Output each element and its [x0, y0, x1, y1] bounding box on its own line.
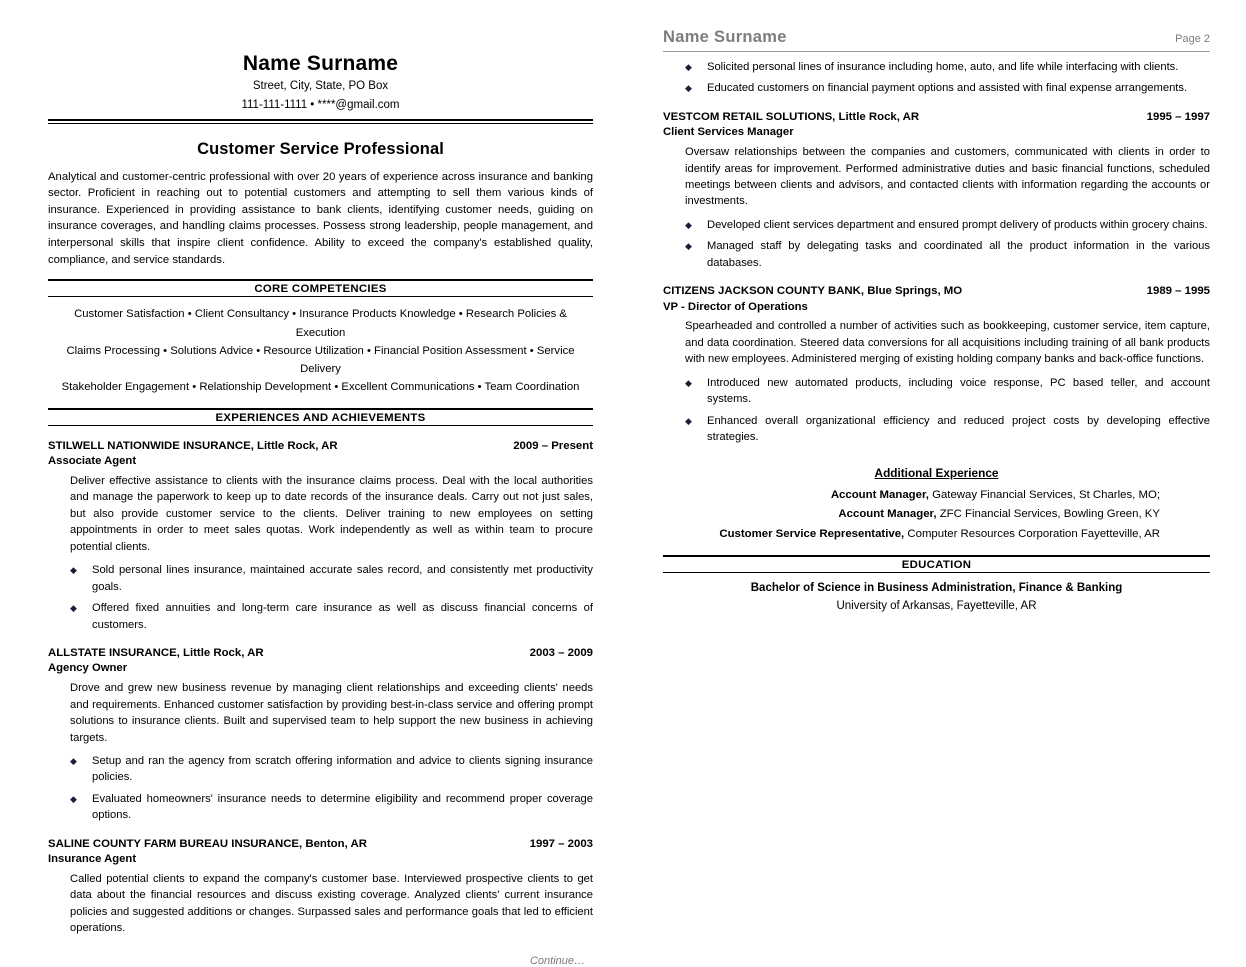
job-description: Drove and grew new business revenue by managing client relationships and exceeding clients' needs and requirements. Enhanced customer satisfaction by providing best-in-class service and offering prompt solutions to insurance clients. Built and supervised team to help support the new business in achieving targets.	[70, 682, 593, 744]
section-rule-bottom	[663, 572, 1210, 573]
job-bullet-list	[48, 753, 593, 824]
page2-header	[663, 28, 1210, 47]
job-role: Client Services Manager	[663, 126, 794, 139]
additional-role: Account Manager,	[830, 488, 929, 501]
job-entry	[663, 284, 1210, 445]
competency-line: Stakeholder Engagement • Relationship Development • Excellent Communications • Team Coordination	[61, 381, 580, 394]
additional-experience-item	[663, 505, 1210, 525]
section-education	[663, 555, 1210, 573]
job-bullet-list	[663, 217, 1210, 271]
bullet-text: Evaluated homeowners' insurance needs to determine eligibility and recommend proper coverage options.	[92, 792, 593, 822]
list-item	[663, 413, 1210, 446]
contact-phone-email: 111-111-1111 • ****@gmail.com	[241, 98, 400, 111]
competency-line: Customer Satisfaction • Client Consultancy • Insurance Products Knowledge • Research Policies & Execution	[74, 308, 567, 339]
additional-experience-item	[663, 525, 1210, 545]
diamond-bullet-icon: ◆	[685, 83, 692, 94]
bullet-text: Solicited personal lines of insurance including home, auto, and life while interfacing with clients.	[707, 61, 1179, 73]
job-company: STILWELL NATIONWIDE INSURANCE, Little Rock, AR	[48, 439, 338, 452]
job-description: Oversaw relationships between the companies and customers, communicated with clients in order to identify areas for improvement. Performed administrative duties and basic financial functions, scheduled meetings between clients and advisors, and contacted clients with information regarding the accounts or investments.	[685, 146, 1210, 208]
bullet-text: Enhanced overall organizational efficiency and reduced project costs by developing effective strategies.	[707, 414, 1210, 444]
resume-page-2	[663, 0, 1210, 616]
professional-headline: Customer Service Professional	[197, 139, 444, 158]
list-item	[663, 375, 1210, 408]
section-rule-bottom	[48, 425, 593, 426]
bullet-text: Offered fixed annuities and long-term care insurance as well as discuss financial concerns of customers.	[92, 602, 593, 631]
additional-role: Account Manager,	[838, 508, 937, 521]
list-item	[663, 59, 1210, 75]
job-dates: 2009 – Present	[513, 439, 593, 452]
header-divider-thin	[48, 123, 593, 124]
continue-label: Continue…	[529, 954, 585, 967]
job-bullet-list	[663, 375, 1210, 446]
page-title: Name Surname	[242, 52, 399, 75]
section-rule-bottom	[48, 296, 593, 297]
job-bullet-list	[48, 562, 593, 633]
job-entry	[48, 837, 593, 937]
education-school: University of Arkansas, Fayetteville, AR	[836, 600, 1037, 613]
additional-role: Customer Service Representative,	[719, 527, 905, 540]
list-item	[48, 791, 593, 824]
additional-experience-section	[663, 466, 1210, 545]
job-dates: 2003 – 2009	[529, 647, 593, 659]
diamond-bullet-icon: ◆	[685, 241, 692, 252]
professional-summary: Analytical and customer-centric professional with over 20 years of experience across insurance and banking sector. Proficient in reaching out to potential customers and attempting to sell them various kinds of insurance. Experienced in providing assistance to bank clients, identifying customer needs, guiding on insurance coverages, and handling claims processes. Possess strong leadership, people management, and interpersonal skills that inspire client confidence. Ability to exceed the company's established quality, compliance, and service standards.	[48, 170, 593, 266]
diamond-bullet-icon: ◆	[685, 219, 692, 230]
contact-address: Street, City, State, PO Box	[252, 80, 389, 93]
job-role: Insurance Agent	[48, 853, 137, 866]
job-header	[48, 439, 593, 454]
diamond-bullet-icon: ◆	[685, 377, 692, 388]
job-description: Called potential clients to expand the company's customer base. Interviewed prospective clients to get data about the financial resources and discuss existing coverage. Analyzed clients' current insurance policies and suggested additions or changes. Surpassed sales and performance goals that led to efficient operations.	[70, 873, 593, 935]
job-role: Associate Agent	[48, 455, 137, 468]
section-heading-core-competencies: CORE COMPETENCIES	[254, 283, 387, 296]
education-degree: Bachelor of Science in Business Administration, Finance & Banking	[750, 582, 1123, 595]
job-company: CITIZENS JACKSON COUNTY BANK, Blue Springs, MO	[663, 285, 963, 298]
additional-experience-item	[663, 486, 1210, 506]
bullet-text: Educated customers on financial payment options and assisted with final expense arrangements.	[707, 82, 1188, 95]
page2-name: Name Surname	[663, 28, 787, 46]
list-item	[663, 80, 1210, 96]
additional-detail: Gateway Financial Services, St Charles, MO;	[928, 488, 1160, 501]
additional-detail: ZFC Financial Services, Bowling Green, KY	[936, 508, 1160, 521]
list-item	[663, 217, 1210, 233]
section-heading-education: EDUCATION	[901, 559, 972, 572]
diamond-bullet-icon: ◆	[685, 415, 692, 426]
job-header	[48, 646, 593, 661]
additional-experience-heading: Additional Experience	[874, 465, 999, 480]
job-header	[663, 284, 1210, 299]
job-company: ALLSTATE INSURANCE, Little Rock, AR	[48, 647, 264, 659]
page-number-label: Page 2	[1175, 33, 1210, 45]
continued-bullet-list	[663, 59, 1210, 97]
diamond-bullet-icon: ◆	[70, 756, 77, 767]
bullet-text: Setup and ran the agency from scratch offering information and advice to clients signing insurance policies.	[92, 755, 593, 784]
core-competencies-list	[48, 305, 593, 396]
list-item	[663, 238, 1210, 271]
job-entry	[48, 439, 593, 633]
list-item	[48, 600, 593, 633]
diamond-bullet-icon: ◆	[70, 603, 77, 614]
section-heading-experiences: EXPERIENCES AND ACHIEVEMENTS	[215, 411, 426, 424]
bullet-text: Managed staff by delegating tasks and coordinated all the product information in the various databases.	[707, 240, 1210, 269]
bullet-text: Introduced new automated products, including voice response, PC based teller, and account systems.	[707, 376, 1210, 406]
job-company: SALINE COUNTY FARM BUREAU INSURANCE, Benton, AR	[48, 837, 367, 850]
bullet-text: Sold personal lines insurance, maintained accurate sales record, and consistently met productivity goals.	[92, 564, 593, 593]
diamond-bullet-icon: ◆	[70, 793, 77, 804]
job-role: Agency Owner	[48, 662, 128, 675]
job-role: VP - Director of Operations	[663, 300, 808, 313]
job-header	[48, 837, 593, 852]
bullet-text: Developed client services department and ensured prompt delivery of products within grocery chains.	[707, 218, 1208, 231]
diamond-bullet-icon: ◆	[70, 565, 77, 576]
resume-page-1	[48, 0, 593, 967]
job-entry	[48, 646, 593, 824]
job-dates: 1997 – 2003	[529, 837, 593, 850]
job-dates: 1995 – 1997	[1146, 110, 1210, 123]
job-entry	[663, 110, 1210, 271]
additional-detail: Computer Resources Corporation Fayetteville, AR	[904, 527, 1160, 540]
job-description: Deliver effective assistance to clients with the insurance claims process. Deal with the local authorities and manage the paperwork to keep up to date records of the insurance deals. Carry out not just sales, but also provide customer service to the clients. Deliver training to new employees on setting appointments in order to meet sales quotas. Work independently as well as within team to procure potential clients.	[70, 474, 593, 553]
job-header	[663, 110, 1210, 125]
section-core-competencies	[48, 279, 593, 297]
job-description: Spearheaded and controlled a number of activities such as bookkeeping, customer service, item capture, and data coordination. Steered data conversions for all acquisitions including training of all bank products with new employees. Administered merging of existing holding company banks and back-office functions.	[685, 320, 1210, 366]
header-divider-thick	[48, 119, 593, 121]
list-item	[48, 562, 593, 595]
job-company: VESTCOM RETAIL SOLUTIONS, Little Rock, AR	[663, 110, 920, 123]
page2-header-divider	[663, 51, 1210, 52]
diamond-bullet-icon: ◆	[685, 62, 692, 72]
job-dates: 1989 – 1995	[1146, 285, 1210, 298]
section-experiences	[48, 408, 593, 426]
list-item	[48, 753, 593, 786]
competency-line: Claims Processing • Solutions Advice • Resource Utilization • Financial Position Assessment • Service Delivery	[66, 344, 575, 376]
